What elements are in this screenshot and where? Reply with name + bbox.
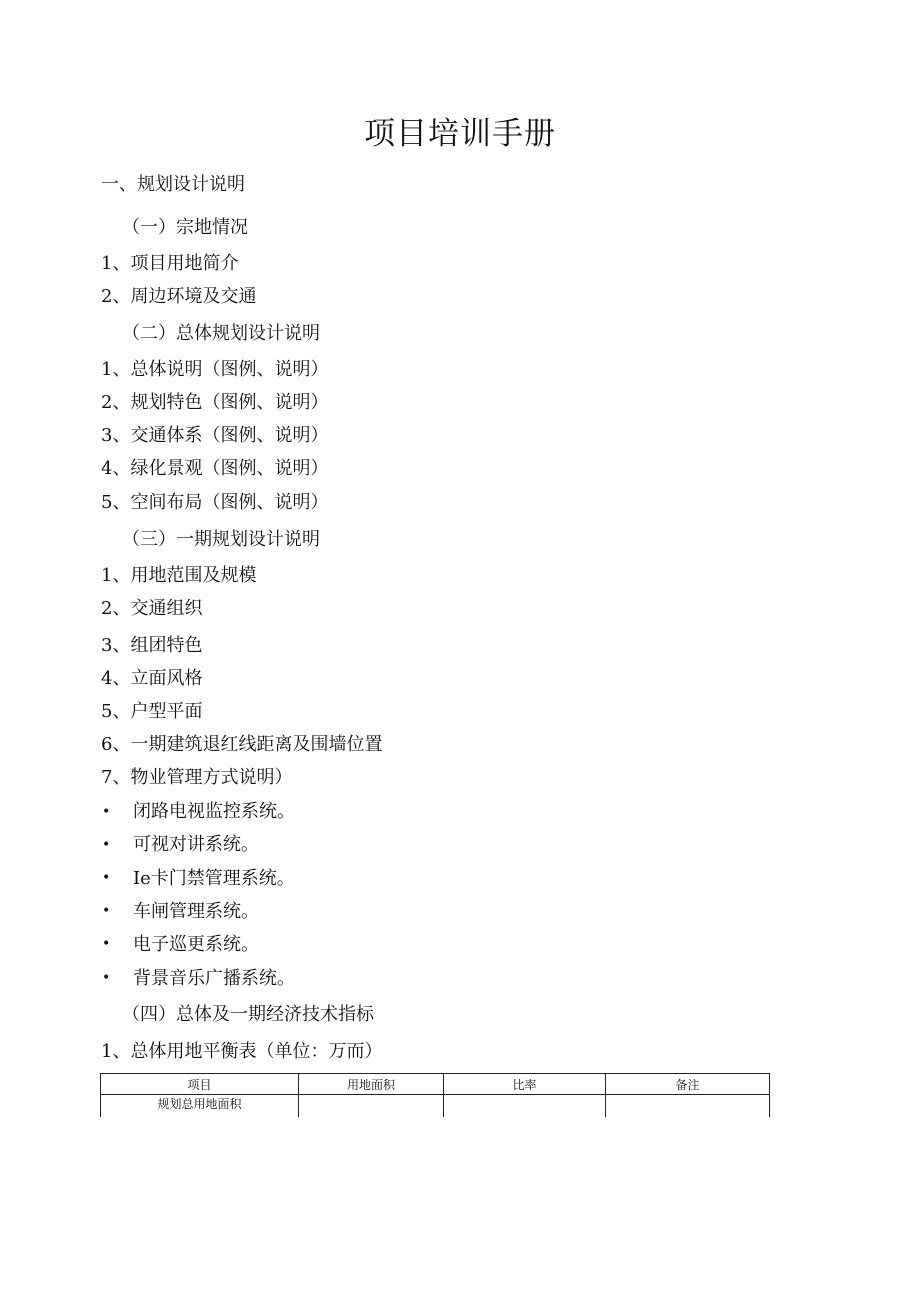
table-header-cell: 比率 xyxy=(444,1074,606,1095)
list-item: 3、组团特色 xyxy=(101,635,203,656)
list-item: 5、空间布局（图例、说明） xyxy=(101,492,329,513)
list-item: 7、物业管理方式说明） xyxy=(101,767,293,788)
subsection-heading: （一）宗地情况 xyxy=(122,217,248,238)
table-header-cell: 项目 xyxy=(101,1074,299,1095)
list-item: 1、项目用地简介 xyxy=(101,253,239,274)
subsection-heading: （四）总体及一期经济技术指标 xyxy=(122,1004,374,1025)
section-heading: 一、规划设计说明 xyxy=(101,174,245,195)
table-header-row xyxy=(101,1074,770,1095)
list-item: 2、周边环境及交通 xyxy=(101,286,257,307)
bullet-icon: • xyxy=(102,804,111,820)
bullet-text: 车闸管理系统。 xyxy=(133,901,259,922)
list-item: 4、立面风格 xyxy=(101,668,203,689)
bullet-icon: • xyxy=(102,870,111,886)
bullet-icon: • xyxy=(102,903,111,919)
bullet-text: 闭路电视监控系统。 xyxy=(133,801,295,822)
table-cell xyxy=(606,1095,770,1118)
list-item: 3、交通体系（图例、说明） xyxy=(101,425,329,446)
table-header-cell: 用地面积 xyxy=(299,1074,444,1095)
bullet-icon: • xyxy=(102,837,111,853)
subsection-heading: （三）一期规划设计说明 xyxy=(122,529,320,550)
bullet-text: Ie卡门禁管理系统。 xyxy=(133,868,295,889)
table-cell xyxy=(444,1095,606,1118)
table-cell xyxy=(299,1095,444,1118)
list-item: 5、户型平面 xyxy=(101,701,203,722)
list-item: 2、交通组织 xyxy=(101,598,203,619)
list-item: 1、总体说明（图例、说明） xyxy=(101,359,329,380)
list-item: 6、一期建筑退红线距离及围墙位置 xyxy=(101,734,383,755)
table-header-cell: 备注 xyxy=(606,1074,770,1095)
bullet-text: 电子巡更系统。 xyxy=(133,934,259,955)
bullet-icon: • xyxy=(102,936,111,952)
list-item: 1、用地范围及规模 xyxy=(101,565,257,586)
list-item: 4、绿化景观（图例、说明） xyxy=(101,458,329,479)
subsection-heading: （二）总体规划设计说明 xyxy=(122,323,320,344)
table-row xyxy=(101,1095,770,1118)
land-balance-table xyxy=(100,1073,770,1117)
bullet-icon: • xyxy=(102,970,111,986)
list-item: 2、规划特色（图例、说明） xyxy=(101,392,329,413)
page-title: 项目培训手册 xyxy=(364,116,556,152)
bullet-text: 背景音乐广播系统。 xyxy=(133,968,295,989)
bullet-text: 可视对讲系统。 xyxy=(133,834,259,855)
list-item: 1、总体用地平衡表（单位：万而） xyxy=(101,1041,383,1062)
table-cell: 规划总用地面积 xyxy=(101,1095,299,1118)
